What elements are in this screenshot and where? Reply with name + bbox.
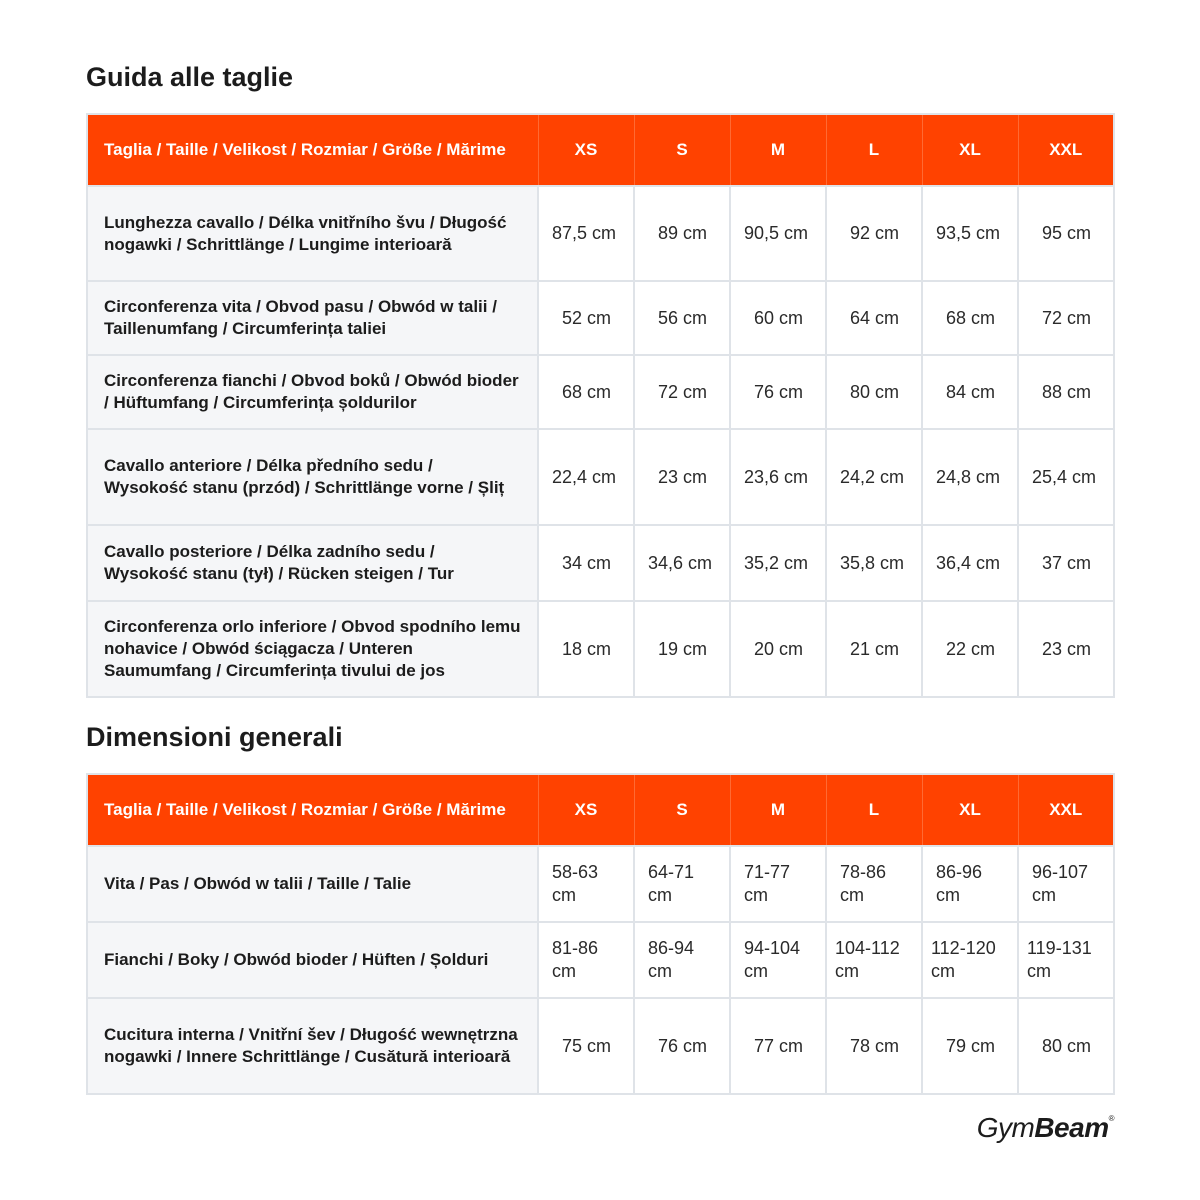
header-size-xl: XL xyxy=(922,114,1018,186)
header-size-m: M xyxy=(730,774,826,846)
table-cell: 119-131 cm xyxy=(1018,922,1114,998)
table-cell: 90,5 cm xyxy=(730,186,826,281)
table-cell: 77 cm xyxy=(730,998,826,1094)
header-size-m: M xyxy=(730,114,826,186)
table-cell: 23 cm xyxy=(634,429,730,525)
table-cell: 23,6 cm xyxy=(730,429,826,525)
table-cell: 36,4 cm xyxy=(922,525,1018,601)
header-size-l: L xyxy=(826,114,922,186)
row-label: Lunghezza cavallo / Délka vnitřního švu / Długość nogawki / Schrittlänge / Lungime interioară xyxy=(87,186,538,281)
table-cell: 112-120 cm xyxy=(922,922,1018,998)
table-cell: 72 cm xyxy=(634,355,730,429)
table-cell: 72 cm xyxy=(1018,281,1114,355)
table-cell: 20 cm xyxy=(730,601,826,697)
general-dimensions-table xyxy=(86,773,1115,1095)
table-cell: 64-71 cm xyxy=(634,846,730,922)
table-cell: 22,4 cm xyxy=(538,429,634,525)
table-cell: 104-112 cm xyxy=(826,922,922,998)
row-label: Circonferenza orlo inferiore / Obvod spodního lemu nohavice / Obwód ściągacza / Unteren Saumumfang / Circumferința tivului de jos xyxy=(87,601,538,697)
table-row xyxy=(87,922,1114,998)
general-dimensions-title: Dimensioni generali xyxy=(86,722,343,752)
header-size-xxl: XXL xyxy=(1018,114,1114,186)
table-row xyxy=(87,429,1114,525)
table-cell: 37 cm xyxy=(1018,525,1114,601)
header-size-l: L xyxy=(826,774,922,846)
table-cell: 34,6 cm xyxy=(634,525,730,601)
table-header-row xyxy=(87,774,1114,846)
table-row xyxy=(87,846,1114,922)
size-guide-table xyxy=(86,113,1115,698)
table-cell: 52 cm xyxy=(538,281,634,355)
gymbeam-logo xyxy=(977,1112,1114,1144)
table-row xyxy=(87,601,1114,697)
table-cell: 35,2 cm xyxy=(730,525,826,601)
header-size-label: Taglia / Taille / Velikost / Rozmiar / Größe / Mărime xyxy=(87,774,538,846)
table-cell: 24,8 cm xyxy=(922,429,1018,525)
table-cell: 18 cm xyxy=(538,601,634,697)
logo-text-light: Gym xyxy=(976,1112,1035,1143)
size-guide-title: Guida alle taglie xyxy=(86,62,294,92)
row-label: Circonferenza fianchi / Obvod boků / Obwód bioder / Hüftumfang / Circumferința șoldurilor xyxy=(87,355,538,429)
registered-mark: ® xyxy=(1108,1114,1114,1123)
table-row xyxy=(87,355,1114,429)
table-cell: 22 cm xyxy=(922,601,1018,697)
table-cell: 79 cm xyxy=(922,998,1018,1094)
table-cell: 78-86 cm xyxy=(826,846,922,922)
logo-text-bold: Beam xyxy=(1034,1112,1109,1143)
table-cell: 78 cm xyxy=(826,998,922,1094)
table-cell: 23 cm xyxy=(1018,601,1114,697)
table-cell: 96-107 cm xyxy=(1018,846,1114,922)
table-cell: 68 cm xyxy=(538,355,634,429)
header-size-xl: XL xyxy=(922,774,1018,846)
table-cell: 75 cm xyxy=(538,998,634,1094)
table-cell: 56 cm xyxy=(634,281,730,355)
table-cell: 21 cm xyxy=(826,601,922,697)
row-label: Cucitura interna / Vnitřní šev / Długość wewnętrzna nogawki / Innere Schrittlänge / Cusătură interioară xyxy=(87,998,538,1094)
row-label: Cavallo anteriore / Délka předního sedu / Wysokość stanu (przód) / Schrittlänge vorne / Șliț xyxy=(87,429,538,525)
table-cell: 80 cm xyxy=(1018,998,1114,1094)
header-size-xs: XS xyxy=(538,774,634,846)
table-cell: 24,2 cm xyxy=(826,429,922,525)
table-row xyxy=(87,525,1114,601)
table-cell: 92 cm xyxy=(826,186,922,281)
row-label: Circonferenza vita / Obvod pasu / Obwód w talii / Taillenumfang / Circumferința taliei xyxy=(87,281,538,355)
table-cell: 88 cm xyxy=(1018,355,1114,429)
table-cell: 80 cm xyxy=(826,355,922,429)
table-cell: 93,5 cm xyxy=(922,186,1018,281)
table-cell: 84 cm xyxy=(922,355,1018,429)
header-size-s: S xyxy=(634,114,730,186)
header-size-xxl: XXL xyxy=(1018,774,1114,846)
table-cell: 25,4 cm xyxy=(1018,429,1114,525)
table-cell: 19 cm xyxy=(634,601,730,697)
table-cell: 86-96 cm xyxy=(922,846,1018,922)
header-size-label: Taglia / Taille / Velikost / Rozmiar / Größe / Mărime xyxy=(87,114,538,186)
table-cell: 64 cm xyxy=(826,281,922,355)
table-cell: 87,5 cm xyxy=(538,186,634,281)
table-cell: 60 cm xyxy=(730,281,826,355)
table-cell: 68 cm xyxy=(922,281,1018,355)
table-cell: 34 cm xyxy=(538,525,634,601)
table-cell: 71-77 cm xyxy=(730,846,826,922)
table-cell: 35,8 cm xyxy=(826,525,922,601)
row-label: Fianchi / Boky / Obwód bioder / Hüften / Șolduri xyxy=(87,922,538,998)
header-size-xs: XS xyxy=(538,114,634,186)
table-cell: 89 cm xyxy=(634,186,730,281)
table-row xyxy=(87,186,1114,281)
table-row xyxy=(87,281,1114,355)
table-cell: 76 cm xyxy=(730,355,826,429)
header-size-s: S xyxy=(634,774,730,846)
table-cell: 86-94 cm xyxy=(634,922,730,998)
table-cell: 95 cm xyxy=(1018,186,1114,281)
table-cell: 94-104 cm xyxy=(730,922,826,998)
table-cell: 58-63 cm xyxy=(538,846,634,922)
table-cell: 76 cm xyxy=(634,998,730,1094)
row-label: Vita / Pas / Obwód w talii / Taille / Talie xyxy=(87,846,538,922)
table-cell: 81-86 cm xyxy=(538,922,634,998)
table-header-row xyxy=(87,114,1114,186)
table-row xyxy=(87,998,1114,1094)
row-label: Cavallo posteriore / Délka zadního sedu / Wysokość stanu (tył) / Rücken steigen / Tur xyxy=(87,525,538,601)
